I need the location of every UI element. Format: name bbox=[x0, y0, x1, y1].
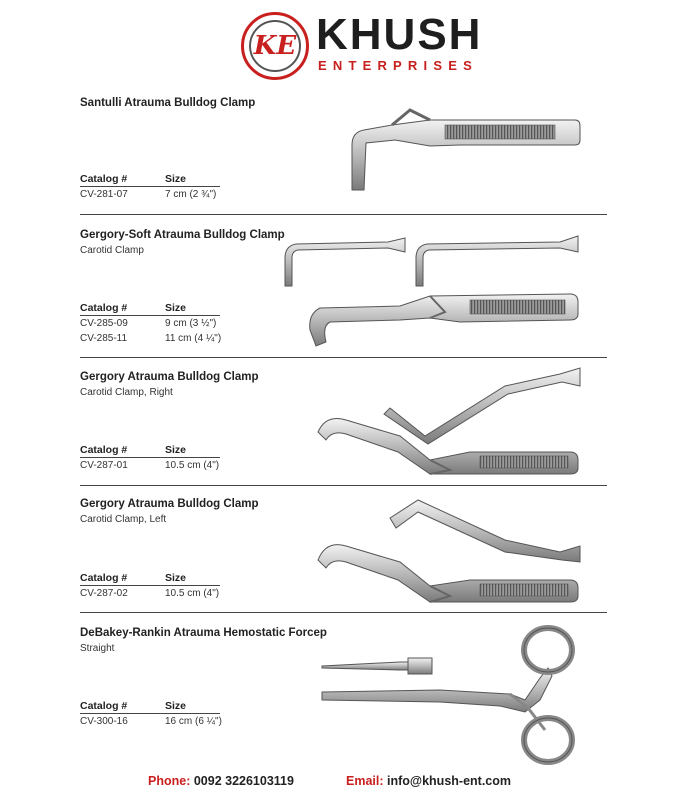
footer-email bbox=[346, 774, 511, 788]
size-value: 16 cm (6 ¼") bbox=[165, 716, 222, 727]
size-header: Size bbox=[165, 173, 187, 185]
product-title: DeBakey-Rankin Atrauma Hemostatic Forcep bbox=[80, 627, 327, 639]
catalog-number: CV-281-07 bbox=[80, 189, 128, 200]
size-value: 7 cm (2 ¾") bbox=[165, 189, 217, 200]
catalog-header: Catalog # bbox=[80, 572, 128, 584]
size-header: Size bbox=[165, 700, 187, 712]
catalog-number: CV-287-01 bbox=[80, 460, 128, 471]
size-value: 11 cm (4 ¼") bbox=[165, 333, 222, 344]
size-value: 10.5 cm (4") bbox=[165, 588, 220, 599]
brand-tagline: ENTERPRISES bbox=[318, 58, 478, 73]
gergory-right-jaw-icon bbox=[384, 368, 580, 444]
size-value: 9 cm (3 ½") bbox=[165, 318, 217, 329]
forcep-icon bbox=[322, 628, 572, 762]
email-address[interactable]: info@khush-ent.com bbox=[387, 774, 511, 788]
phone-label: Phone: bbox=[148, 774, 191, 788]
brand-name: KHUSH bbox=[316, 10, 483, 59]
size-header: Size bbox=[165, 302, 187, 314]
forcep-jaw-detail-icon bbox=[322, 658, 432, 674]
product-subtitle: Carotid Clamp, Right bbox=[80, 387, 173, 398]
product-subtitle: Straight bbox=[80, 643, 115, 654]
size-header: Size bbox=[165, 444, 187, 456]
santulli-clamp-icon bbox=[352, 110, 580, 190]
size-value: 10.5 cm (4") bbox=[165, 460, 220, 471]
size-header: Size bbox=[165, 572, 187, 584]
catalog-header: Catalog # bbox=[80, 173, 128, 185]
catalog-header: Catalog # bbox=[80, 444, 128, 456]
product-title: Gergory Atrauma Bulldog Clamp bbox=[80, 498, 259, 510]
catalog-number: CV-300-16 bbox=[80, 716, 128, 727]
gergory-left-jaw-icon bbox=[390, 500, 580, 562]
product-title: Santulli Atrauma Bulldog Clamp bbox=[80, 97, 256, 109]
catalog-number: CV-285-09 bbox=[80, 318, 128, 329]
catalog-header: Catalog # bbox=[80, 302, 128, 314]
product-title: Gergory-Soft Atrauma Bulldog Clamp bbox=[80, 229, 285, 241]
catalog-header: Catalog # bbox=[80, 700, 128, 712]
catalog-number: CV-285-11 bbox=[80, 333, 128, 344]
email-label: Email: bbox=[346, 774, 384, 788]
logo-mark: KE bbox=[249, 20, 301, 72]
gergory-soft-clamp-icon bbox=[310, 294, 578, 346]
footer-phone bbox=[148, 774, 294, 788]
gergory-soft-jaw-icon bbox=[285, 236, 578, 286]
catalog-number: CV-287-02 bbox=[80, 588, 128, 599]
phone-number[interactable]: 0092 3226103119 bbox=[193, 774, 294, 788]
product-subtitle: Carotid Clamp bbox=[80, 245, 144, 256]
product-subtitle: Carotid Clamp, Left bbox=[80, 514, 167, 525]
product-title: Gergory Atrauma Bulldog Clamp bbox=[80, 371, 259, 383]
